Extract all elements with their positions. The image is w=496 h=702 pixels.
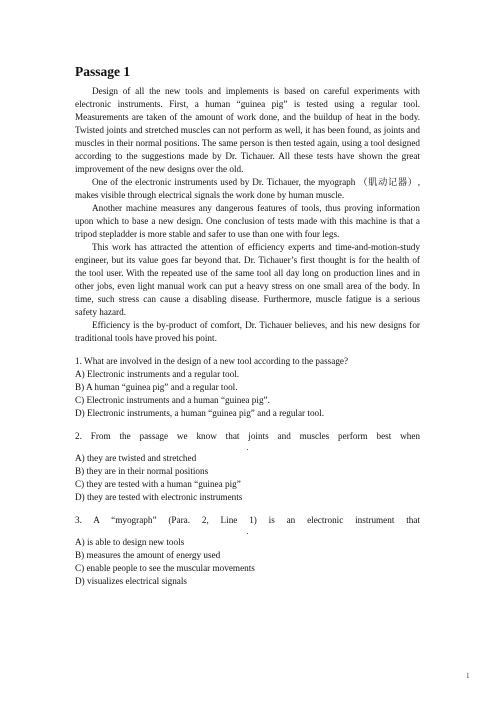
question-stem: 3. A “myograph” (Para. 2, Line 1) is an electronic instrument that xyxy=(75,515,420,525)
paragraph-4: This work has attracted the attention of efficiency experts and time-and-motion-study engineer, but its value goes far beyond that. Dr. Tichauer’s first thought is for the health of the tool user. With the repeated use of the same tool all day long on production lines and in other jobs, even light manual work can put a heavy stress on one small area of the body. In time, such stress can cause a disabling disease. Furthermore, muscle fatigue is a serious safety hazard. xyxy=(75,242,420,317)
question-2 xyxy=(75,430,420,504)
option-b: B) they are in their normal positions xyxy=(75,466,209,476)
paragraph-5: Efficiency is the by-product of comfort, Dr. Tichauer believes, and his new designs for traditional tools have proved his point. xyxy=(75,320,420,343)
option-d: D) visualizes electrical signals xyxy=(75,576,187,586)
option-a: A) Electronic instruments and a regular tool. xyxy=(75,369,240,379)
answer-blank: . xyxy=(246,527,249,536)
option-b: B) measures the amount of energy used xyxy=(75,550,221,560)
option-d: D) they are tested with electronic instruments xyxy=(75,492,243,502)
passage-title: Passage 1 xyxy=(75,64,131,79)
question-stem: 1. What are involved in the design of a new tool according to the passage? xyxy=(75,356,349,366)
question-3 xyxy=(75,514,420,588)
question-stem: 2. From the passage we know that joints and muscles perform best when xyxy=(75,431,420,441)
passage-body xyxy=(75,85,420,588)
option-b: B) A human “guinea pig” and a regular tool. xyxy=(75,382,238,392)
option-a: A) they are twisted and stretched xyxy=(75,453,197,463)
answer-blank: . xyxy=(246,443,249,452)
question-1 xyxy=(75,355,420,420)
option-a: A) is able to design new tools xyxy=(75,537,185,547)
paragraph-1: Design of all the new tools and implements is based on careful experiments with electronic instruments. First, a human “guinea pig” is tested using a regular tool. Measurements are taken of the amount of work done, and the buildup of heat in the body. Twisted joints and stretched muscles can not perform as well, it has been found, as joints and muscles in their normal positions. The same person is then tested again, using a tool designed according to the suggestions made by Dr. Tichauer. All these tests have shown the great improvement of the new designs over the old. xyxy=(75,86,420,174)
option-c: C) Electronic instruments and a human “guinea pig”. xyxy=(75,395,270,405)
option-c: C) they are tested with a human “guinea pig” xyxy=(75,479,241,489)
page-number: 1 xyxy=(466,672,470,680)
paragraph-2: One of the electronic instruments used by Dr. Tichauer, the myograph （肌动记器）, makes visible through electrical signals the work done by human muscle. xyxy=(75,177,420,200)
paragraph-3: Another machine measures any dangerous features of tools, thus proving information upon which to base a new design. One conclusion of tests made with this machine is that a tripod stepladder is more stable and safer to use than one with four legs. xyxy=(75,203,420,239)
option-c: C) enable people to see the muscular movements xyxy=(75,563,255,573)
option-d: D) Electronic instruments, a human “guinea pig” and a regular tool. xyxy=(75,408,325,418)
